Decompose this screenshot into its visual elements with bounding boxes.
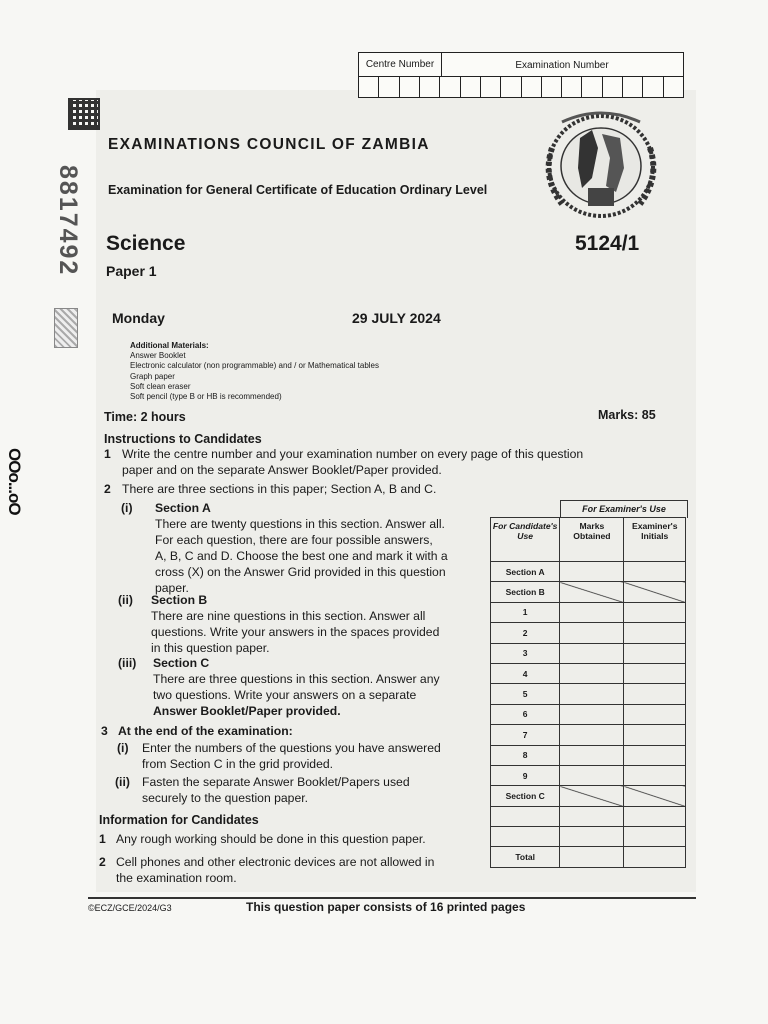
- section-a-line: There are twenty questions in this section. Answer all.: [155, 517, 445, 531]
- section-b-title: Section B: [151, 593, 208, 607]
- examiner-table-row: [491, 745, 686, 765]
- initials-cell[interactable]: [624, 643, 686, 663]
- marks-cell[interactable]: [560, 623, 624, 643]
- centre-number-label: Centre Number: [359, 53, 442, 76]
- section-c-line: There are three questions in this section. Answer any: [153, 672, 440, 686]
- number-cell[interactable]: [664, 77, 683, 97]
- row-label: 2: [491, 623, 560, 643]
- instruction-1-line: paper and on the separate Answer Booklet/Paper provided.: [122, 463, 442, 477]
- number-cell[interactable]: [623, 77, 643, 97]
- information-number: 1: [99, 832, 106, 846]
- row-label: Section A: [491, 562, 560, 582]
- section-b-line: questions. Write your answers in the spaces provided: [151, 625, 440, 639]
- instruction-2: There are three sections in this paper; Section A, B and C.: [122, 482, 437, 496]
- paper-number: Paper 1: [106, 263, 157, 279]
- ecz-crest-logo: [532, 108, 670, 226]
- qr-code-icon: [68, 98, 100, 130]
- side-serial-number: 8817492: [54, 165, 82, 277]
- number-cell[interactable]: [643, 77, 663, 97]
- row-label: Section B: [491, 582, 560, 602]
- end-step-number: (ii): [115, 775, 130, 789]
- total-marks: Marks: 85: [598, 408, 656, 422]
- number-cells[interactable]: [359, 77, 683, 97]
- materials-title: Additional Materials:: [130, 341, 209, 350]
- row-label: 3: [491, 643, 560, 663]
- number-cell[interactable]: [359, 77, 379, 97]
- instruction-number: 2: [104, 482, 111, 496]
- examiner-table-row: [491, 765, 686, 785]
- number-cell[interactable]: [542, 77, 562, 97]
- section-a-line: For each question, there are four possible answers,: [155, 533, 433, 547]
- initials-cell[interactable]: [624, 806, 686, 826]
- instruction-1: [122, 446, 667, 478]
- material-item: Graph paper: [130, 371, 175, 381]
- examiner-table-row: [491, 827, 686, 847]
- instruction-number: 1: [104, 447, 111, 461]
- initials-cell[interactable]: [624, 582, 686, 602]
- examiner-table-row: [491, 602, 686, 622]
- number-cell[interactable]: [562, 77, 582, 97]
- marks-cell[interactable]: [560, 827, 624, 847]
- footer-page-note: This question paper consists of 16 printed pages: [246, 900, 526, 914]
- council-name: EXAMINATIONS COUNCIL OF ZAMBIA: [108, 136, 430, 153]
- number-cell[interactable]: [582, 77, 602, 97]
- instructions-heading: Instructions to Candidates: [104, 432, 262, 446]
- side-stamp-icon: [54, 308, 78, 348]
- row-label: Section C: [491, 786, 560, 806]
- end-step-line: securely to the question paper.: [142, 791, 308, 805]
- initials-cell[interactable]: [624, 827, 686, 847]
- side-watermark: OOo...oO: [5, 448, 24, 515]
- number-cell[interactable]: [481, 77, 501, 97]
- section-a-line: cross (X) on the Answer Grid provided in this question: [155, 565, 446, 579]
- section-c-line: two questions. Write your answers on a separate: [153, 688, 417, 702]
- end-step-1: [142, 740, 482, 772]
- section-a-number: (i): [121, 501, 133, 515]
- initials-cell[interactable]: [624, 725, 686, 745]
- marks-cell[interactable]: [560, 765, 624, 785]
- footer-rule: [88, 897, 696, 899]
- row-label: 5: [491, 684, 560, 704]
- row-label: 4: [491, 663, 560, 683]
- subject-title: Science: [106, 232, 186, 255]
- row-label: 9: [491, 765, 560, 785]
- information-heading: Information for Candidates: [99, 813, 259, 827]
- row-label: 6: [491, 704, 560, 724]
- initials-cell[interactable]: [624, 786, 686, 806]
- number-cell[interactable]: [440, 77, 460, 97]
- initials-cell[interactable]: [624, 745, 686, 765]
- initials-cell[interactable]: [624, 847, 686, 867]
- end-step-line: from Section C in the grid provided.: [142, 757, 334, 771]
- section-a-title: Section A: [155, 501, 211, 515]
- marks-cell[interactable]: [560, 582, 624, 602]
- number-cell[interactable]: [420, 77, 440, 97]
- instruction-number: 3: [101, 724, 108, 738]
- marks-cell[interactable]: [560, 786, 624, 806]
- paper-code: 5124/1: [575, 232, 640, 255]
- instruction-3: At the end of the examination:: [118, 724, 293, 738]
- marks-cell[interactable]: [560, 684, 624, 704]
- section-a-line: A, B, C and D. Choose the best one and mark it with a: [155, 549, 448, 563]
- examiner-table-row: [491, 623, 686, 643]
- material-item: Answer Booklet: [130, 351, 186, 361]
- row-label: 1: [491, 602, 560, 622]
- section-b-number: (ii): [118, 593, 133, 607]
- row-label: Total: [491, 847, 560, 867]
- examiner-table-row: [491, 684, 686, 704]
- examiner-table-row: [491, 847, 686, 867]
- section-b-block: [151, 592, 486, 656]
- exam-title: Examination for General Certificate of Education Ordinary Level: [108, 183, 488, 197]
- section-a-line: paper.: [155, 581, 189, 595]
- end-step-2: [142, 774, 482, 806]
- number-cell[interactable]: [461, 77, 481, 97]
- exam-date: 29 JULY 2024: [352, 310, 441, 326]
- number-cell[interactable]: [400, 77, 420, 97]
- marks-cell[interactable]: [560, 562, 624, 582]
- initials-cell[interactable]: [624, 684, 686, 704]
- exam-time: Time: 2 hours: [104, 410, 186, 424]
- row-label: 7: [491, 725, 560, 745]
- row-label: [491, 827, 560, 847]
- examination-number-label: Examination Number: [515, 60, 609, 71]
- candidate-number-grid: [358, 52, 684, 98]
- marks-cell[interactable]: [560, 663, 624, 683]
- exam-day: Monday: [112, 310, 165, 326]
- examiner-table-row: [491, 725, 686, 745]
- number-cell[interactable]: [501, 77, 521, 97]
- number-cell[interactable]: [379, 77, 399, 97]
- section-c-line: Answer Booklet/Paper provided.: [153, 704, 341, 718]
- section-c-number: (iii): [118, 656, 137, 670]
- marks-cell[interactable]: [560, 704, 624, 724]
- initials-cell[interactable]: [624, 765, 686, 785]
- end-step-line: Enter the numbers of the questions you have answered: [142, 741, 441, 755]
- examiner-table-row: [491, 786, 686, 806]
- material-item: Electronic calculator (non programmable) and / or Mathematical tables: [130, 361, 380, 371]
- additional-materials: [130, 341, 379, 402]
- marks-cell[interactable]: [560, 725, 624, 745]
- marks-obtained-header: Marks Obtained: [560, 518, 624, 562]
- section-a-block: [155, 500, 490, 596]
- initials-cell[interactable]: [624, 704, 686, 724]
- footer-code: ©ECZ/GCE/2024/G3: [88, 903, 172, 913]
- examiner-table-row: [491, 663, 686, 683]
- section-c-title: Section C: [153, 656, 210, 670]
- initials-cell[interactable]: [624, 663, 686, 683]
- examiner-table-row: [491, 806, 686, 826]
- marks-cell[interactable]: [560, 643, 624, 663]
- instruction-1-line: Write the centre number and your examination number on every page of this question: [122, 447, 584, 461]
- examiner-table-row: [491, 562, 686, 582]
- number-cell[interactable]: [603, 77, 623, 97]
- end-step-line: Fasten the separate Answer Booklet/Papers used: [142, 775, 410, 789]
- information-2-line: Cell phones and other electronic devices are not allowed in: [116, 855, 435, 869]
- information-2: [116, 854, 496, 886]
- section-c-block: [153, 655, 488, 719]
- examiner-table-row: [491, 704, 686, 724]
- examiner-table-row: [491, 643, 686, 663]
- initials-cell[interactable]: [624, 623, 686, 643]
- row-label: 8: [491, 745, 560, 765]
- information-number: 2: [99, 855, 106, 869]
- section-b-line: There are nine questions in this section. Answer all: [151, 609, 426, 623]
- initials-cell[interactable]: [624, 562, 686, 582]
- marks-cell[interactable]: [560, 806, 624, 826]
- examiner-table-row: [491, 582, 686, 602]
- marks-cell[interactable]: [560, 745, 624, 765]
- material-item: Soft pencil (type B or HB is recommended): [130, 392, 282, 402]
- number-cell[interactable]: [522, 77, 542, 97]
- information-2-line: the examination room.: [116, 871, 237, 885]
- marks-cell[interactable]: [560, 602, 624, 622]
- row-label: [491, 806, 560, 826]
- section-b-line: in this question paper.: [151, 641, 270, 655]
- examiner-use-caption: For Examiner's Use: [560, 500, 688, 518]
- marks-cell[interactable]: [560, 847, 624, 867]
- candidate-use-header: For Candidate's Use: [491, 518, 560, 562]
- information-1: Any rough working should be done in this question paper.: [116, 832, 426, 846]
- initials-cell[interactable]: [624, 602, 686, 622]
- material-item: Soft clean eraser: [130, 381, 191, 391]
- end-step-number: (i): [117, 741, 129, 755]
- examiner-initials-header: Examiner's Initials: [624, 518, 686, 562]
